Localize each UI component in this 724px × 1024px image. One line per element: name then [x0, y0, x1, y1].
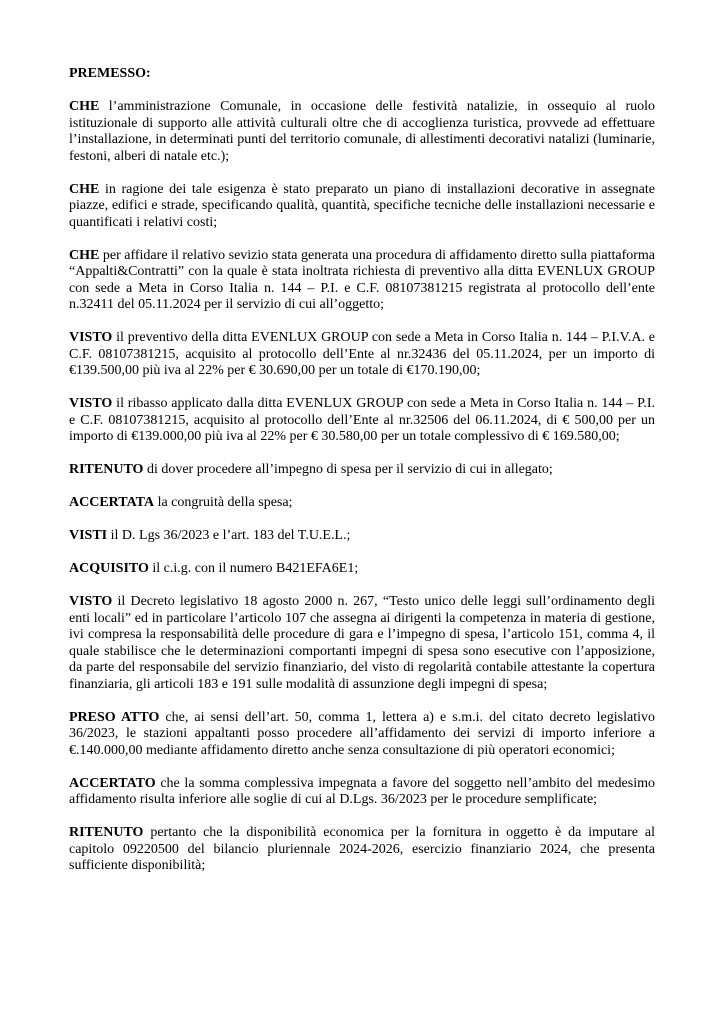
paragraph-text: il Decreto legislativo 18 agosto 2000 n. 267, “Testo unico delle leggi sull’ordinamento degli enti locali” ed in particolare l’articolo 107 che assegna ai dirigenti la competenza in materia di gestione, ivi compresa la responsabilità delle procedure di gara e l’impegno di spesa, l’articolo 151, comma 4, il quale stabilisce che le determinazioni comportanti impegni di spesa sono esecutive con l’apposizione, da parte del responsabile del servizio finanziario, del visto di regolarità contabile attestante la copertura finanziaria, gli articoli 183 e 191 sulle modalità di assunzione degli impegni di spesa;	[69, 594, 655, 692]
paragraph-lead: CHE	[69, 181, 100, 197]
paragraph	[69, 495, 655, 512]
paragraph	[69, 528, 655, 545]
paragraph-text: il c.i.g. con il numero B421EFA6E1;	[148, 561, 359, 576]
paragraph-text: che, ai sensi dell’art. 50, comma 1, lettera a) e s.m.i. del citato decreto legislativo 36/2023, le stazioni appaltanti posso procedere all’affidamento dei servizi di importo inferiore a €.140.000,00 mediante affidamento diretto anche senza consultazione di più operatori economici;	[69, 709, 655, 758]
paragraph	[69, 776, 655, 809]
paragraph-lead: CHE	[69, 247, 100, 263]
paragraph-lead: VISTO	[69, 330, 113, 345]
paragraph-lead: RITENUTO	[69, 825, 144, 840]
paragraph-text: il ribasso applicato dalla ditta EVENLUX GROUP con sede a Meta in Corso Italia n. 144 – P.I. e C.F. 08107381215, acquisito al protocollo dell’Ente al nr.32506 del 06.11.2024, di € 500,00 per un importo di €139.000,00 più iva al 22% per € 30.580,00 per un totale complessivo di € 169.580,00;	[69, 396, 655, 444]
paragraph-text: di dover procedere all’impegno di spesa per il servizio di cui in allegato;	[143, 462, 553, 477]
paragraph-text: il preventivo della ditta EVENLUX GROUP con sede a Meta in Corso Italia n. 144 – P.I.V.A. e C.F. 08107381215, acquisito al protocollo dell’Ente al nr.32436 del 05.11.2024, per un importo di €139.500,00 più iva al 22% per € 30.690,00 per un totale di €170.190,00;	[69, 330, 655, 378]
paragraph	[69, 710, 655, 760]
paragraph-lead: ACQUISITO	[69, 561, 149, 576]
paragraph	[69, 248, 655, 314]
paragraph-text: per affidare il relativo sevizio stata generata una procedura di affidamento diretto sulla piattaforma “Appalti&Contratti” con la quale è stata inoltrata richiesta di preventivo alla ditta EVENLUX GROUP con sede a Meta in Corso Italia n. 144 – P.I. e C.F. 08107381215 registrata al protocollo dell’ente n.32411 del 05.11.2024 per il servizio di cui all’oggetto;	[69, 247, 655, 312]
paragraph-text: che la somma complessiva impegnata a favore del soggetto nell’ambito del medesimo affidamento risulta inferiore alle soglie di cui al D.Lgs. 36/2023 per le procedure semplificate;	[69, 775, 655, 807]
paragraph-lead: ACCERTATA	[69, 495, 155, 510]
paragraph-lead: CHE	[69, 99, 100, 114]
paragraph	[69, 825, 655, 875]
paragraph	[69, 330, 655, 380]
paragraph-text: in ragione dei tale esigenza è stato preparato un piano di installazioni decorative in assegnate piazze, edifici e strade, specificando qualità, quantità, specifiche tecniche delle installazioni necessarie e quantificati i relativi costi;	[69, 181, 655, 230]
paragraph-lead: VISTO	[69, 396, 113, 411]
paragraph	[69, 561, 655, 578]
paragraph-text: la congruità della spesa;	[154, 495, 293, 510]
paragraph-lead: RITENUTO	[69, 462, 144, 477]
paragraph	[69, 182, 655, 232]
paragraph-lead: VISTI	[69, 528, 108, 543]
paragraph	[69, 462, 655, 479]
document-body	[69, 99, 655, 875]
paragraph	[69, 99, 655, 165]
paragraph	[69, 396, 655, 446]
paragraph-text: l’amministrazione Comunale, in occasione delle festività natalizie, in ossequio al ruolo istituzionale di supporto alle attività culturali oltre che di accoglienza turistica, provvede ad effettuare l’installazione, in determinati punti del territorio comunale, di allestimenti decorativi natalizi (luminarie, festoni, alberi di natale etc.);	[69, 99, 655, 164]
paragraph-text: pertanto che la disponibilità economica per la fornitura in oggetto è da imputare al capitolo 09220500 del bilancio pluriennale 2024-2026, esercizio finanziario 2024, che presenta sufficiente disponibilità;	[69, 825, 655, 873]
paragraph-lead: ACCERTATO	[69, 775, 156, 791]
paragraph-text: il D. Lgs 36/2023 e l’art. 183 del T.U.E.L.;	[107, 528, 351, 543]
document-heading: PREMESSO:	[69, 66, 151, 81]
paragraph-lead: PRESO ATTO	[69, 709, 160, 725]
paragraph	[69, 594, 655, 693]
paragraph-lead: VISTO	[69, 594, 113, 609]
